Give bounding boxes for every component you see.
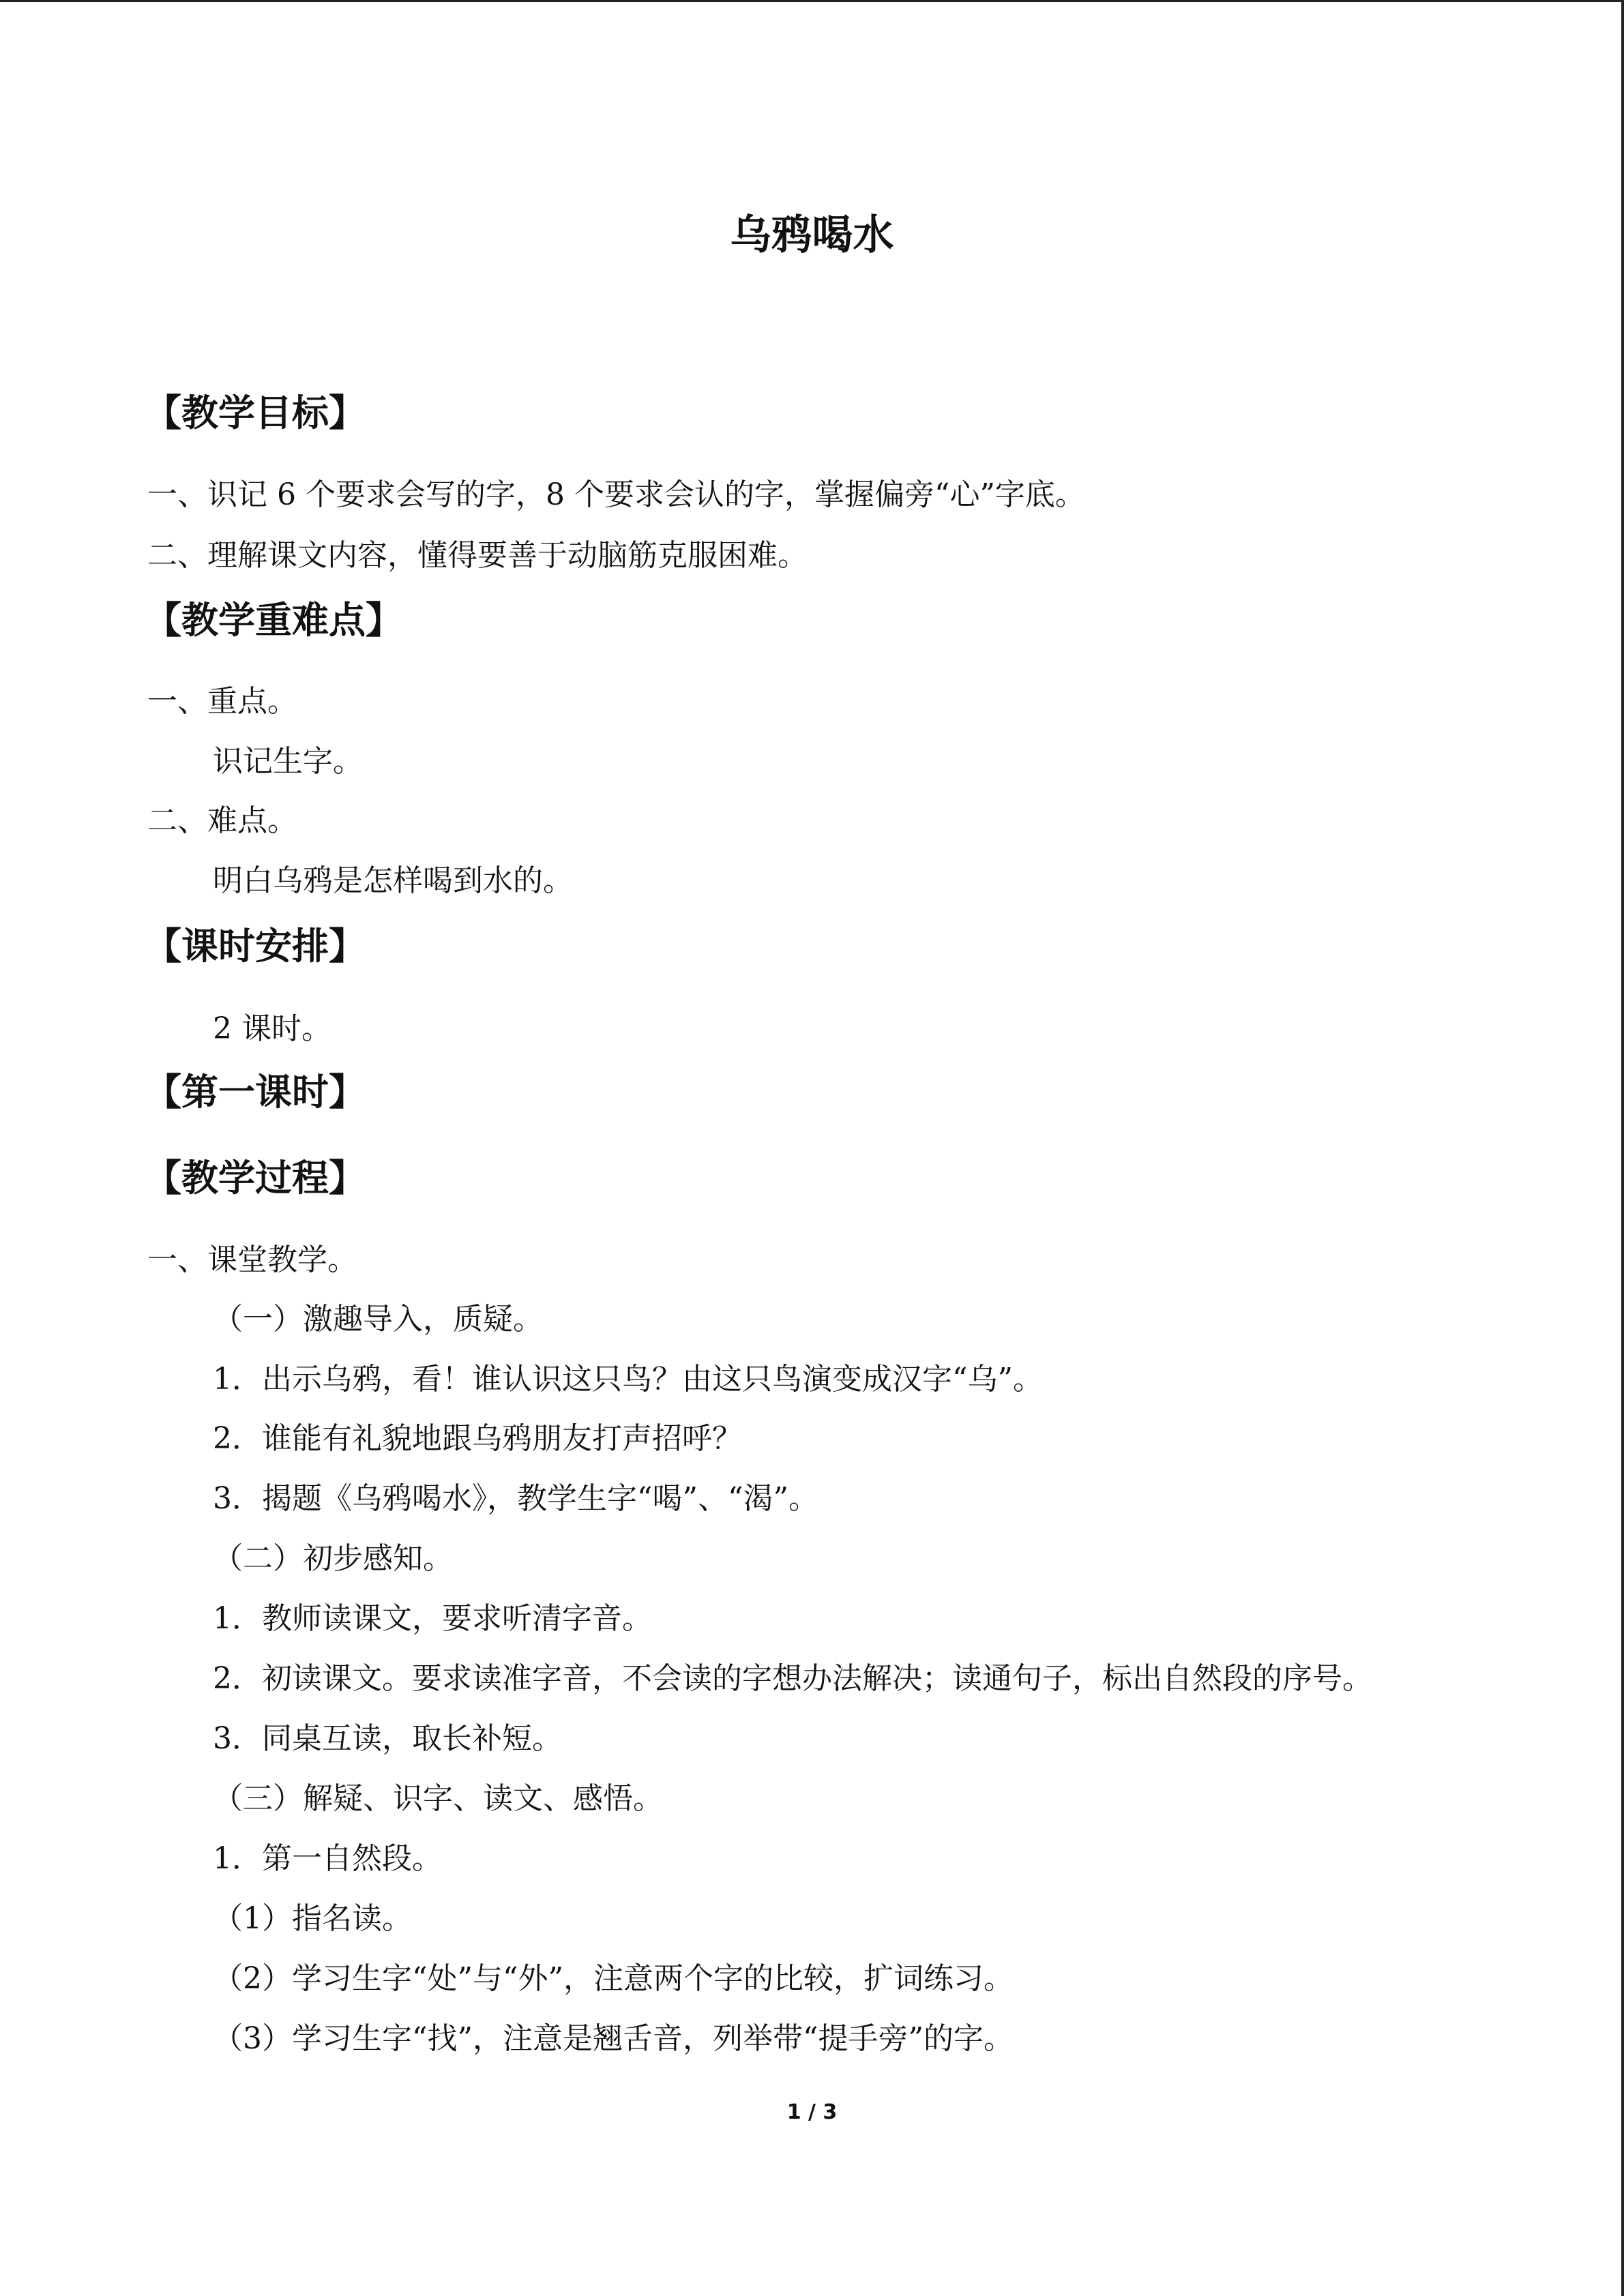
- process-line: 1．出示乌鸦，看！谁认识这只鸟？由这只鸟演变成汉字“乌”。: [213, 1362, 1043, 1397]
- key-point-line: 一、重点。: [147, 684, 297, 719]
- heading-key-points: 【教学重难点】: [145, 599, 402, 642]
- process-line: 一、课堂教学。: [147, 1242, 357, 1277]
- process-line: 3．揭题《乌鸦喝水》，教学生字“喝”、“渴”。: [213, 1481, 818, 1516]
- schedule-line: 2 课时。: [213, 1011, 331, 1046]
- heading-process: 【教学过程】: [145, 1157, 366, 1199]
- page-number: 1 / 3: [786, 2100, 838, 2124]
- heading-schedule: 【课时安排】: [145, 925, 366, 968]
- process-line: （1）指名读。: [213, 1901, 412, 1936]
- process-line: 1．第一自然段。: [213, 1841, 442, 1876]
- objective-line: 二、理解课文内容，懂得要善于动脑筋克服困难。: [147, 538, 808, 573]
- process-line: 1．教师读课文，要求听清字音。: [213, 1601, 652, 1636]
- page-border-top: [0, 0, 1624, 2]
- document-title: 乌鸦喝水: [730, 211, 894, 259]
- process-line: （2）学习生字“处”与“外”，注意两个字的比较，扩词练习。: [213, 1961, 1014, 1996]
- key-point-line: 明白乌鸦是怎样喝到水的。: [213, 863, 573, 898]
- process-line: （一）激趣导入，质疑。: [213, 1302, 543, 1337]
- process-line: （二）初步感知。: [213, 1541, 453, 1576]
- heading-first-lesson: 【第一课时】: [145, 1071, 366, 1114]
- key-point-line: 识记生字。: [213, 744, 363, 779]
- process-line: 2．谁能有礼貌地跟乌鸦朋友打声招呼？: [213, 1421, 742, 1456]
- process-line: （三）解疑、识字、读文、感悟。: [213, 1781, 663, 1816]
- process-line: （3）学习生字“找”，注意是翘舌音，列举带“提手旁”的字。: [213, 2021, 1014, 2056]
- objective-line: 一、识记 6 个要求会写的字，8 个要求会认的字，掌握偏旁“心”字底。: [147, 477, 1085, 512]
- key-point-line: 二、难点。: [147, 803, 297, 838]
- page-border-right: [1621, 0, 1624, 2296]
- process-line: 3．同桌互读，取长补短。: [213, 1721, 562, 1756]
- heading-objectives: 【教学目标】: [145, 391, 366, 434]
- process-line: 2．初读课文。要求读准字音，不会读的字想办法解决；读通句子，标出自然段的序号。: [213, 1661, 1372, 1696]
